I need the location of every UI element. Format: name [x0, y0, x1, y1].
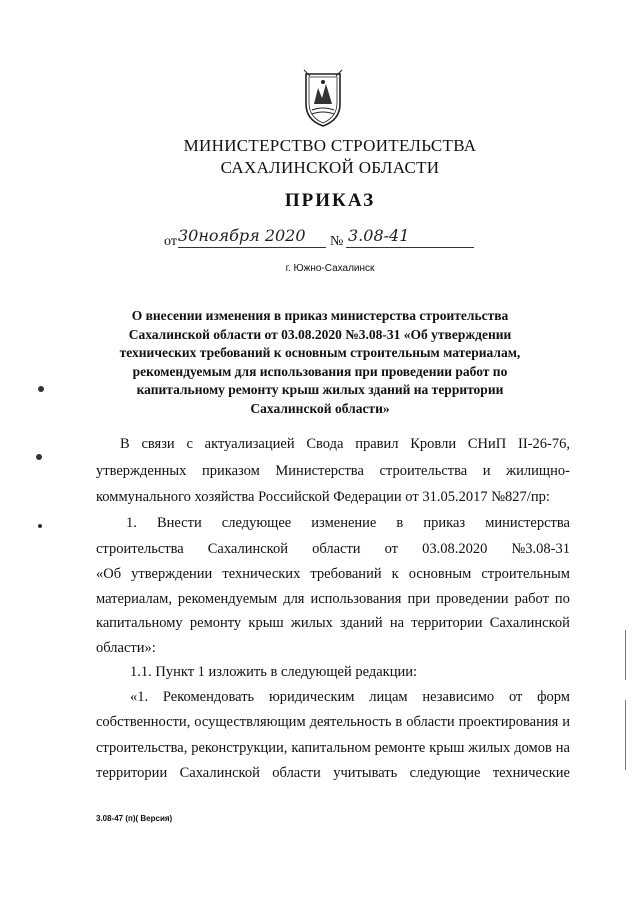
word: к: [391, 566, 399, 582]
word: собственности,: [96, 714, 191, 730]
word: жилых: [290, 615, 333, 631]
word: 03.08.2020: [422, 541, 488, 557]
word: основным: [408, 566, 472, 582]
subject-line: капитальному ремонту крыш жилых зданий на территории: [136, 382, 504, 397]
document-title: ПРИКАЗ: [284, 190, 376, 211]
paragraph-4-line: [96, 714, 570, 731]
word: №3.08-31: [511, 541, 570, 557]
ministry-name-line1: МИНИСТЕРСТВО СТРОИТЕЛЬСТВА: [183, 136, 477, 155]
paragraph-1-line: [96, 463, 570, 480]
word: утвержденных: [96, 463, 187, 479]
handwritten-date: 30ноября 2020: [178, 226, 306, 245]
paragraph-2-line: [96, 566, 570, 583]
word: в: [396, 515, 404, 531]
word: использования: [310, 591, 402, 607]
word: технические: [492, 765, 570, 781]
word: форм: [537, 689, 570, 705]
word: и: [562, 714, 570, 730]
document-footer-code: 3.08-47 (п)( Версия): [96, 814, 173, 823]
paragraph-2-line: области»:: [96, 640, 156, 656]
word: реконструкции,: [191, 740, 288, 756]
subject-line: Сахалинской области от 03.08.2020 №3.08-31 «Об утверждении: [128, 326, 512, 342]
word: министерства: [485, 515, 570, 531]
word: проектирования: [458, 714, 559, 730]
word: жилых: [468, 740, 511, 756]
ministry-name-line2: САХАЛИНСКОЙ ОБЛАСТИ: [220, 158, 440, 177]
word: ремонту: [189, 615, 242, 631]
paragraph-2-line: [96, 541, 570, 558]
word: строительства: [96, 541, 184, 557]
word: строительства,: [96, 740, 188, 756]
word: Министерства: [275, 463, 364, 479]
date-prefix: от: [164, 234, 177, 249]
word: проведении: [436, 591, 509, 607]
word: актуализацией: [204, 436, 295, 452]
word: строительства: [379, 463, 468, 479]
word: приказ: [423, 515, 466, 531]
word: строительным: [481, 566, 570, 582]
subject-line: рекомендуемым для использования при проведении работ по: [132, 363, 508, 379]
coat-of-arms-icon: [300, 68, 346, 128]
word: В: [120, 436, 130, 452]
subject-line: технических требований к основным строительным материалам,: [119, 345, 521, 360]
word: деятельность: [309, 714, 392, 730]
paragraph-4-line: [96, 765, 570, 782]
word: работ: [514, 591, 549, 607]
scan-edge-line: [625, 700, 626, 770]
word: Сахалинской: [207, 541, 289, 557]
word: при: [407, 591, 431, 607]
word: на: [389, 615, 405, 631]
word: домов: [514, 740, 552, 756]
word: утверждении: [131, 566, 213, 582]
word: на: [555, 740, 570, 756]
word: с: [186, 436, 193, 452]
registration-line: [164, 226, 484, 254]
scan-edge-line: [625, 630, 626, 680]
word: требований: [310, 566, 382, 582]
word: юридическим: [268, 689, 355, 705]
word: области: [312, 541, 361, 557]
word: правил: [355, 436, 399, 452]
paragraph-3-line: 1.1. Пункт 1 изложить в следующей редакции:: [130, 664, 418, 680]
number-underline: [346, 247, 474, 248]
word: капитальному: [96, 615, 183, 631]
word: следующие: [409, 765, 481, 781]
word: «Об: [96, 566, 122, 582]
word: жилищно-: [506, 463, 570, 479]
word: капитальном: [291, 740, 371, 756]
paragraph-2-line: [96, 615, 570, 632]
paragraph-2-line: [96, 591, 570, 608]
scan-mark: [36, 454, 42, 460]
word: Сахалинской: [489, 615, 570, 631]
word: территории: [411, 615, 483, 631]
city-label: г. Южно-Сахалинск: [285, 263, 375, 274]
paragraph-2-line: [126, 515, 570, 532]
word: и: [482, 463, 491, 479]
word: Свода: [306, 436, 344, 452]
word: Сахалинской: [179, 765, 260, 781]
word: материалам,: [96, 591, 172, 607]
word: приказом: [201, 463, 260, 479]
order-subject: [110, 307, 530, 418]
word: территории: [96, 765, 168, 781]
word: для: [283, 591, 305, 607]
word: крыш: [248, 615, 284, 631]
word: от: [384, 541, 399, 557]
word: 1.: [126, 515, 137, 531]
word: II-26-76,: [518, 436, 570, 452]
word: технических: [222, 566, 301, 582]
word: независимо: [422, 689, 495, 705]
word: ремонте: [374, 740, 426, 756]
word: Кровли: [410, 436, 457, 452]
paragraph-4-line: [96, 740, 570, 757]
word: области: [406, 714, 455, 730]
word: учитывать: [333, 765, 398, 781]
handwritten-number: 3.08-41: [348, 226, 410, 245]
word: изменение: [311, 515, 377, 531]
word: в: [395, 714, 403, 730]
subject-line: Сахалинской области»: [250, 400, 390, 416]
paragraph-1-line: коммунального хозяйства Российской Федерации от 31.05.2017 №827/пр:: [96, 489, 550, 505]
word: области: [272, 765, 321, 781]
number-prefix: №: [330, 234, 344, 249]
word: Рекомендовать: [162, 689, 255, 705]
date-underline: [178, 247, 326, 248]
scan-mark: [38, 386, 44, 392]
scan-mark: [38, 524, 42, 528]
word: по: [554, 591, 570, 607]
word: от: [508, 689, 523, 705]
word: «1.: [130, 689, 149, 705]
word: следующее: [221, 515, 292, 531]
paragraph-1-line: [120, 436, 570, 453]
word: зданий: [340, 615, 383, 631]
word: Внести: [156, 515, 202, 531]
word: осуществляющим: [194, 714, 306, 730]
word: связи: [141, 436, 175, 452]
paragraph-4-line: [130, 689, 570, 706]
subject-line: О внесении изменения в приказ министерства строительства: [131, 308, 509, 323]
word: СНиП: [467, 436, 507, 452]
word: лицам: [369, 689, 408, 705]
word: рекомендуемым: [177, 591, 278, 607]
word: крыш: [429, 740, 465, 756]
